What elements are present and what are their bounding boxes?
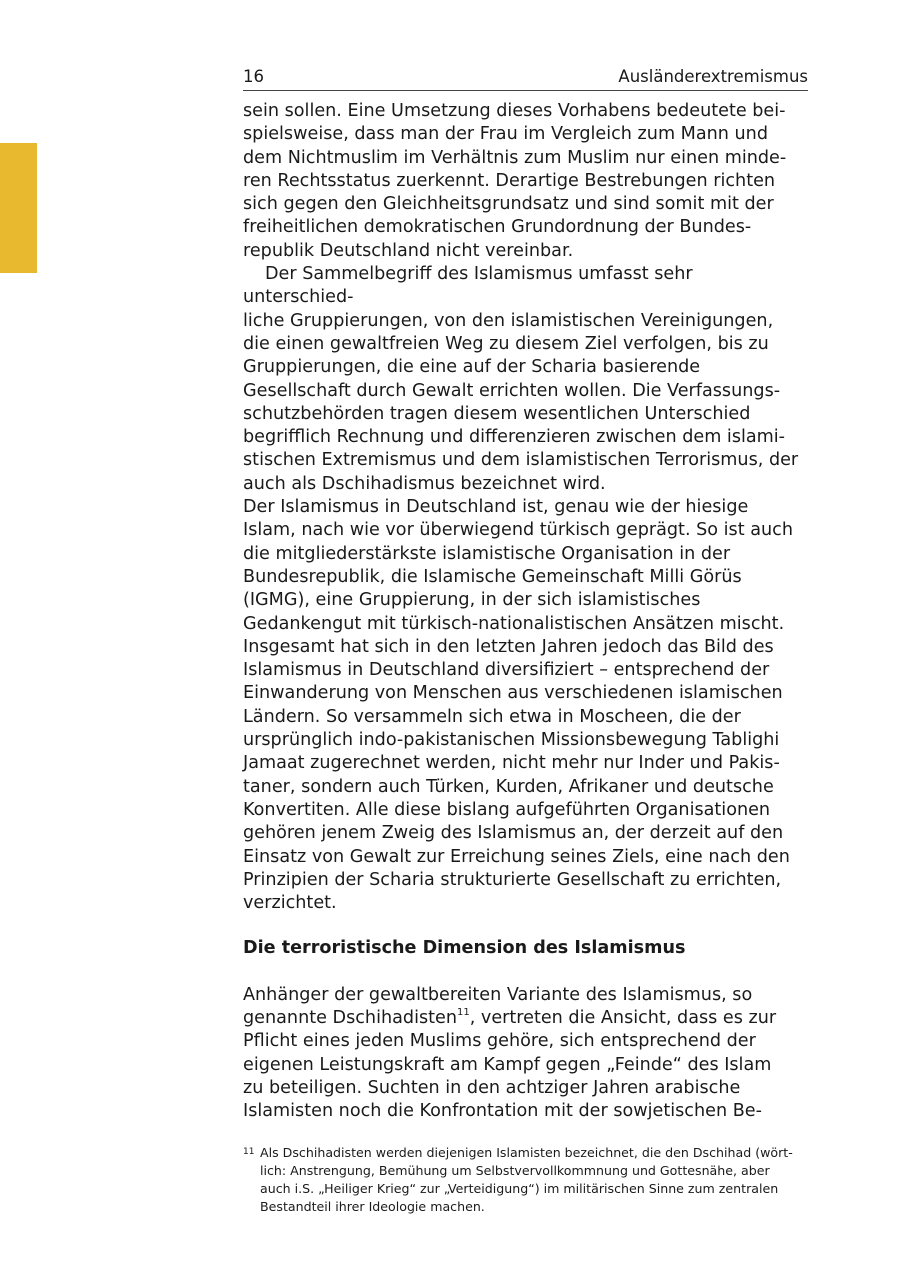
paragraph-4 [243, 984, 808, 1124]
paragraph-4-start: Anhänger der gewaltbereiten Variante des Islamismus, so genannte Dschihadisten [243, 984, 753, 1028]
footnote-reference[interactable]: 11 [457, 1007, 470, 1019]
footnote-text: Als Dschihadisten werden diejenigen Islamisten bezeichnet, die den Dschihad (wört- lich: Anstrengung, Bemühung um Selbstvervollkommnung und Gottesnähe, aber auch i.S. „Heiliger Krieg“ zur „Verteidigung“) im militärischen Sinne zum zentralen Bestandteil ihrer Ideologie machen. [260, 1145, 793, 1214]
paragraph-4-rest: , vertreten die Ansicht, dass es zur Pflicht eines jeden Muslims gehöre, sich entsprechend der eigenen Leistungskraft am Kampf gegen „Feinde“ des Islam zu beteiligen. Suchten in den achtziger Jahren arabische Islamisten noch die Konfrontation mit der sowjetischen Be- [243, 1007, 777, 1122]
paragraph-3: Der Islamismus in Deutschland ist, genau wie der hiesige Islam, nach wie vor überwiegend türkisch geprägt. So ist auch die mitgliederstärkste islamistische Organisation in der Bundesrepublik, die Islamische Gemeinschaft Milli Görüs (IGMG), eine Gruppierung, in der sich islamistisches Gedankengut mit türkisch-nationalistischen Ansätzen mischt. Insgesamt hat sich in den letzten Jahren jedoch das Bild des Islamismus in Deutschland diversifiziert – entsprechend der Einwanderung von Menschen aus verschiedenen islamischen Ländern. So versammeln sich etwa in Moscheen, die der ursprünglich indo-pakistanischen Missionsbewegung Tablighi Jamaat zugerechnet werden, nicht mehr nur Inder und Pakis- taner, sondern auch Türken, Kurden, Afrikaner und deutsche Konvertiten. Alle diese bislang aufgeführten Organisationen gehören jenem Zweig des Islamismus an, der derzeit auf den Einsatz von Gewalt zur Erreichung seines Ziels, eine nach den Prinzipien der Scharia strukturierte Gesellschaft zu errichten, verzichtet. [243, 497, 793, 914]
chapter-color-tab [0, 143, 37, 273]
page-header [243, 66, 808, 91]
footnote-number: 11 [243, 1147, 255, 1157]
paragraph-2: Der Sammelbegriff des Islamismus umfasst sehr unterschied- liche Gruppierungen, von den islamistischen Vereinigungen, die einen gewaltfreien Weg zu diesem Ziel verfolgen, bis zu Gruppierungen, die eine auf der Scharia basierende Gesellschaft durch Gewalt errichten wollen. Die Verfassungs- schutzbehörden tragen diesem wesentlichen Unterschied begrifflich Rechnung und differenzieren zwischen dem islami- stischen Extremismus und dem islamistischen Terrorismus, der auch als Dschihadismus bezeichnet wird. [243, 264, 799, 494]
paragraph-1: sein sollen. Eine Umsetzung dieses Vorhabens bedeutete bei- spielsweise, dass man der Frau im Vergleich zum Mann und dem Nichtmuslim im Verhältnis zum Muslim nur einen minde- ren Rechtsstatus zuerkennt. Derartige Bestrebungen richten sich gegen den Gleichheitsgrundsatz und sind somit mit der freiheitlichen demokratischen Grundordnung der Bundes- republik Deutschland nicht vereinbar. [243, 101, 787, 261]
main-text-column [243, 100, 808, 1123]
page-number: 16 [243, 67, 264, 86]
footnote [243, 1144, 808, 1216]
section-heading: Die terroristische Dimension des Islamismus [243, 938, 686, 959]
running-title: Ausländerextremismus [618, 67, 808, 86]
